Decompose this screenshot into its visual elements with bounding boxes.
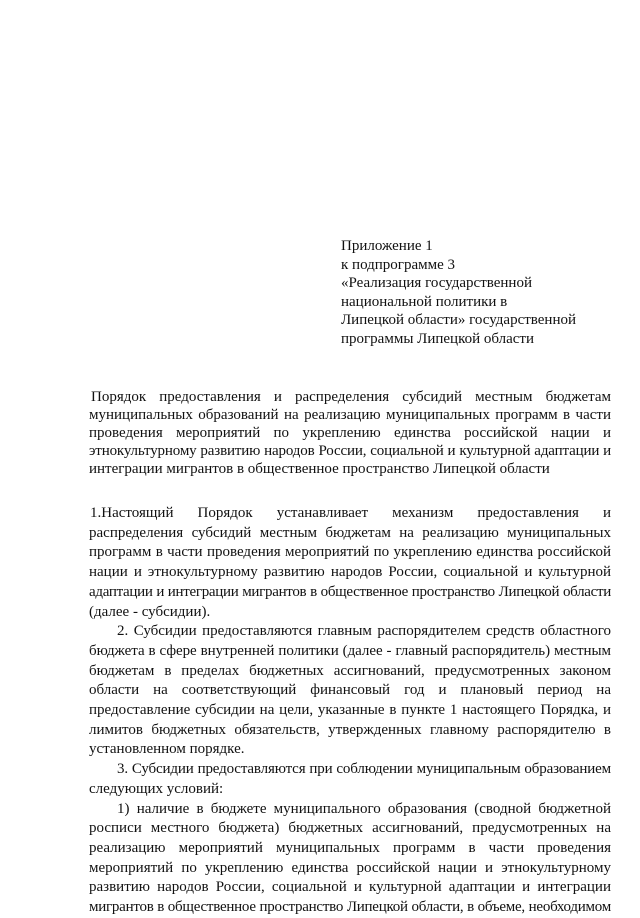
body-line: (далее - субсидии).	[89, 603, 211, 620]
body-line: нации и этнокультурному развитию народов России, социальной и культурной	[89, 564, 611, 581]
body-line: области на соответствующий финансовый год и плановый период на	[89, 682, 611, 699]
body-line: 2. Субсидии предоставляются главным распорядителем средств областного	[117, 623, 611, 640]
annex-line: к подпрограмме 3	[341, 256, 455, 273]
body-line: лимитов бюджетных обязательств, утвержденных главному распорядителю в	[89, 721, 611, 738]
body-line: программ в части проведения мероприятий по укреплению единства российской	[89, 544, 611, 561]
annex-line: «Реализация государственной	[341, 275, 532, 292]
body-line: мероприятий по укреплению единства российской нации и этнокультурному	[89, 859, 611, 876]
body-line: распределения субсидий местным бюджетам на реализацию муниципальных	[89, 524, 611, 541]
title-line: этнокультурному развитию народов России, социальной и культурной адаптации и	[89, 443, 611, 459]
document-body	[89, 504, 611, 918]
title-line: Порядок предоставления и распределения субсидий местным бюджетам	[91, 389, 611, 405]
annex-line: Липецкой области» государственной	[341, 312, 577, 329]
body-line: росписи местного бюджета) бюджетных ассигнований, предусмотренных на	[89, 820, 611, 837]
paragraph-3	[89, 760, 611, 799]
annex-line: национальной политики в	[341, 293, 508, 310]
body-line: мигрантов в общественное пространство Липецкой области, в объеме, необходимом	[89, 899, 611, 916]
document-title	[89, 388, 611, 478]
paragraph-1	[89, 504, 611, 622]
body-line: адаптации и интеграции мигрантов в общественное пространство Липецкой области	[89, 583, 611, 600]
annex-heading-block	[341, 237, 613, 349]
annex-line: Приложение 1	[341, 238, 433, 254]
paragraph-2	[89, 622, 611, 760]
title-line: проведения мероприятий по укреплению единства российской нации и	[89, 425, 611, 441]
body-line: предоставление субсидии на цели, указанные в пункте 1 настоящего Порядка, и	[89, 702, 611, 719]
annex-line: программы Липецкой области	[341, 330, 535, 347]
body-line: реализацию мероприятий муниципальных программ в части проведения	[89, 839, 611, 856]
body-line: 1) наличие в бюджете муниципального образования (сводной бюджетной	[117, 800, 611, 817]
body-line: развитию народов России, социальной и культурной адаптации и интеграции	[89, 879, 611, 896]
title-line: интеграции мигрантов в общественное пространство Липецкой области	[89, 461, 550, 477]
paragraph-4	[89, 800, 611, 918]
body-line: бюджетам в пределах бюджетных ассигнований, предусмотренных законом	[89, 662, 611, 679]
title-line: муниципальных образований на реализацию муниципальных программ в части	[89, 407, 611, 423]
body-line: 1.Настоящий Порядок устанавливает механизм предоставления и	[90, 505, 611, 521]
body-line: следующих условий:	[89, 780, 224, 797]
body-line: установленном порядке.	[89, 741, 245, 758]
body-line: бюджета в сфере внутренней политики (далее - главный распорядитель) местным	[89, 642, 611, 659]
body-line: 3. Субсидии предоставляются при соблюдении муниципальным образованием	[117, 761, 611, 778]
